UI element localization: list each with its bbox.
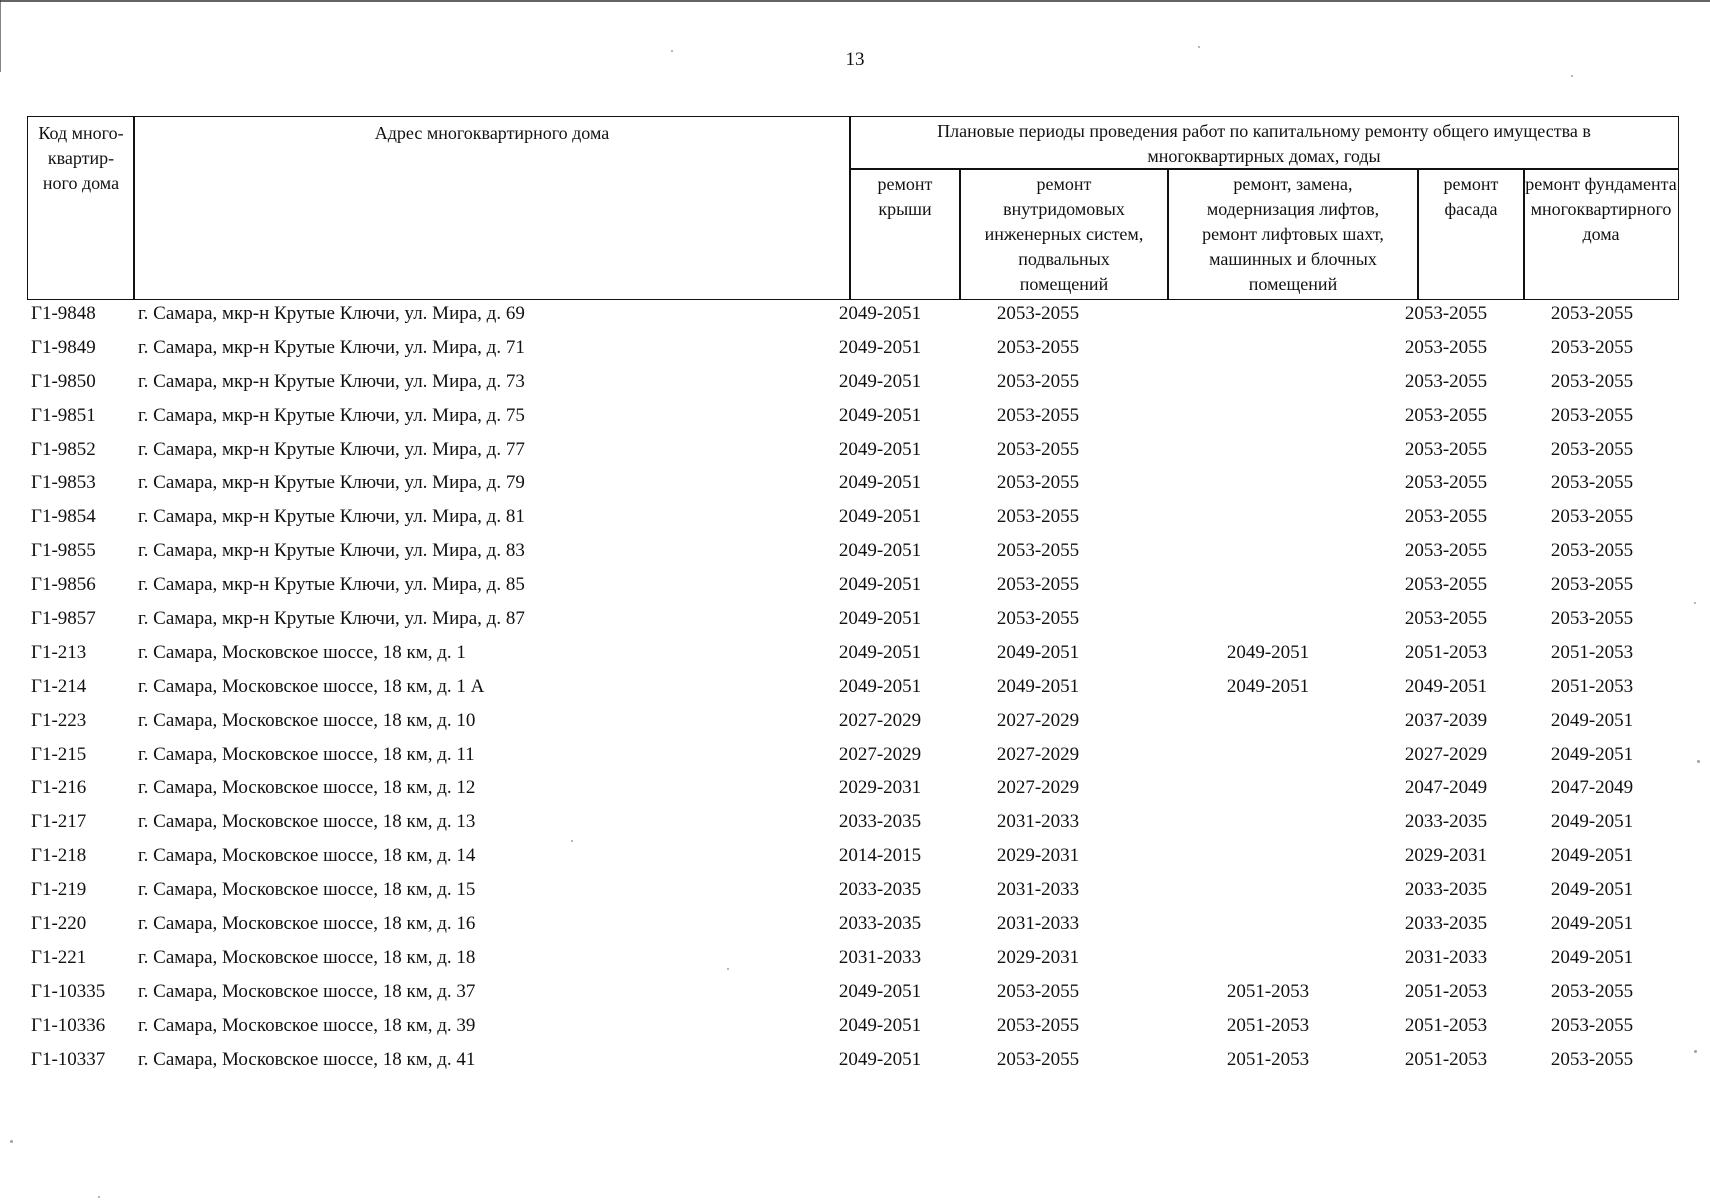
row-engineering-period: 2031-2033 bbox=[996, 879, 1080, 901]
table-row bbox=[0, 368, 1710, 402]
row-engineering-period: 2053-2055 bbox=[996, 608, 1080, 630]
row-address: г. Самара, мкр-н Крутые Ключи, ул. Мира, д. 79 bbox=[138, 472, 525, 494]
row-facade-period: 2053-2055 bbox=[1404, 506, 1488, 528]
row-roof-period: 2033-2035 bbox=[838, 811, 922, 833]
row-foundation-period: 2047-2049 bbox=[1550, 777, 1634, 799]
table-row bbox=[0, 707, 1710, 741]
row-code: Г1-217 bbox=[31, 811, 87, 833]
row-engineering-period: 2053-2055 bbox=[996, 540, 1080, 562]
row-roof-period: 2049-2051 bbox=[838, 336, 922, 358]
header-foundation-line: ремонт фундамента bbox=[1525, 174, 1677, 194]
row-foundation-period: 2053-2055 bbox=[1550, 336, 1634, 358]
header-lift-line: ремонт, замена, bbox=[1233, 174, 1353, 194]
row-roof-period: 2049-2051 bbox=[838, 980, 922, 1002]
row-roof-period: 2014-2015 bbox=[838, 845, 922, 867]
row-address: г. Самара, мкр-н Крутые Ключи, ул. Мира, д. 87 bbox=[138, 608, 525, 630]
row-foundation-period: 2053-2055 bbox=[1550, 1014, 1634, 1036]
row-foundation-period: 2049-2051 bbox=[1550, 709, 1634, 731]
row-engineering-period: 2031-2033 bbox=[996, 913, 1080, 935]
row-code: Г1-9856 bbox=[31, 574, 96, 596]
row-engineering-period: 2049-2051 bbox=[996, 641, 1080, 663]
row-address: г. Самара, Московское шоссе, 18 км, д. 1 bbox=[138, 641, 466, 663]
row-engineering-period: 2049-2051 bbox=[996, 675, 1080, 697]
row-engineering-period: 2053-2055 bbox=[996, 370, 1080, 392]
row-foundation-period: 2053-2055 bbox=[1550, 1048, 1634, 1070]
scan-edge-top bbox=[0, 0, 1710, 2]
row-facade-period: 2053-2055 bbox=[1404, 472, 1488, 494]
row-address: г. Самара, мкр-н Крутые Ключи, ул. Мира, д. 73 bbox=[138, 370, 525, 392]
row-address: г. Самара, Московское шоссе, 18 км, д. 16 bbox=[138, 913, 476, 935]
row-foundation-period: 2053-2055 bbox=[1550, 608, 1634, 630]
row-facade-period: 2037-2039 bbox=[1404, 709, 1488, 731]
row-facade-period: 2053-2055 bbox=[1404, 574, 1488, 596]
row-code: Г1-9849 bbox=[31, 336, 96, 358]
row-address: г. Самара, Московское шоссе, 18 км, д. 12 bbox=[138, 777, 476, 799]
header-code-line: Код много- bbox=[38, 123, 124, 143]
row-facade-period: 2047-2049 bbox=[1404, 777, 1488, 799]
header-engineering-line: внутридомовых bbox=[1003, 199, 1125, 219]
row-address: г. Самара, Московское шоссе, 18 км, д. 13 bbox=[138, 811, 476, 833]
row-code: Г1-213 bbox=[31, 641, 87, 663]
row-foundation-period: 2051-2053 bbox=[1550, 675, 1634, 697]
row-roof-period: 2049-2051 bbox=[838, 472, 922, 494]
row-code: Г1-9854 bbox=[31, 506, 96, 528]
header-engineering-line: ремонт bbox=[1036, 174, 1092, 194]
row-code: Г1-215 bbox=[31, 743, 87, 765]
row-foundation-period: 2053-2055 bbox=[1550, 506, 1634, 528]
row-roof-period: 2049-2051 bbox=[838, 540, 922, 562]
table-row bbox=[0, 605, 1710, 639]
row-lift-period: 2049-2051 bbox=[1226, 641, 1310, 663]
table-row bbox=[0, 639, 1710, 673]
row-facade-period: 2051-2053 bbox=[1404, 1048, 1488, 1070]
row-engineering-period: 2053-2055 bbox=[996, 472, 1080, 494]
table-row bbox=[0, 774, 1710, 808]
header-lift bbox=[1167, 168, 1419, 300]
row-facade-period: 2029-2031 bbox=[1404, 845, 1488, 867]
row-engineering-period: 2053-2055 bbox=[996, 438, 1080, 460]
row-code: Г1-9848 bbox=[31, 303, 96, 324]
row-address: г. Самара, мкр-н Крутые Ключи, ул. Мира, д. 81 bbox=[138, 506, 525, 528]
table-row bbox=[0, 571, 1710, 605]
table-row bbox=[0, 944, 1710, 978]
row-code: Г1-9853 bbox=[31, 472, 96, 494]
row-roof-period: 2027-2029 bbox=[838, 709, 922, 731]
table-body bbox=[0, 300, 1710, 1079]
header-facade-line: ремонт bbox=[1443, 174, 1499, 194]
row-facade-period: 2053-2055 bbox=[1404, 438, 1488, 460]
row-code: Г1-214 bbox=[31, 675, 87, 697]
row-address: г. Самара, Московское шоссе, 18 км, д. 39 bbox=[138, 1014, 476, 1036]
table-row bbox=[0, 842, 1710, 876]
table-row bbox=[0, 876, 1710, 910]
table-row bbox=[0, 402, 1710, 436]
row-roof-period: 2031-2033 bbox=[838, 946, 922, 968]
row-facade-period: 2051-2053 bbox=[1404, 1014, 1488, 1036]
table-row bbox=[0, 503, 1710, 537]
header-engineering-line: помещений bbox=[1019, 274, 1109, 294]
row-engineering-period: 2027-2029 bbox=[996, 777, 1080, 799]
row-facade-period: 2053-2055 bbox=[1404, 303, 1488, 324]
row-roof-period: 2049-2051 bbox=[838, 438, 922, 460]
header-engineering-line: инженерных систем, bbox=[984, 224, 1144, 244]
row-roof-period: 2029-2031 bbox=[838, 777, 922, 799]
row-facade-period: 2053-2055 bbox=[1404, 336, 1488, 358]
header-code bbox=[27, 116, 135, 300]
row-address: г. Самара, мкр-н Крутые Ключи, ул. Мира, д. 77 bbox=[138, 438, 525, 460]
page-number: 13 bbox=[845, 49, 865, 70]
header-code-line: квартир- bbox=[47, 148, 115, 168]
header-code-line: ного дома bbox=[42, 173, 120, 193]
row-facade-period: 2051-2053 bbox=[1404, 980, 1488, 1002]
row-code: Г1-223 bbox=[31, 709, 87, 731]
row-engineering-period: 2027-2029 bbox=[996, 743, 1080, 765]
row-engineering-period: 2053-2055 bbox=[996, 336, 1080, 358]
table-row bbox=[0, 808, 1710, 842]
row-facade-period: 2053-2055 bbox=[1404, 608, 1488, 630]
header-roof bbox=[849, 168, 961, 300]
table-row bbox=[0, 469, 1710, 503]
row-facade-period: 2051-2053 bbox=[1404, 641, 1488, 663]
row-engineering-period: 2053-2055 bbox=[996, 404, 1080, 426]
row-engineering-period: 2027-2029 bbox=[996, 709, 1080, 731]
row-foundation-period: 2053-2055 bbox=[1550, 370, 1634, 392]
row-code: Г1-10337 bbox=[31, 1048, 106, 1070]
row-code: Г1-9850 bbox=[31, 370, 96, 392]
row-code: Г1-9855 bbox=[31, 540, 96, 562]
row-foundation-period: 2049-2051 bbox=[1550, 913, 1634, 935]
header-periods-line: Плановые периоды проведения работ по капитальному ремонту общего имущества в bbox=[937, 121, 1591, 141]
row-facade-period: 2053-2055 bbox=[1404, 404, 1488, 426]
row-address: г. Самара, Московское шоссе, 18 км, д. 11 bbox=[138, 743, 475, 765]
row-engineering-period: 2053-2055 bbox=[996, 1014, 1080, 1036]
scan-speck bbox=[1198, 46, 1200, 48]
scan-speck bbox=[1571, 75, 1573, 77]
row-code: Г1-10336 bbox=[31, 1014, 106, 1036]
scan-speck bbox=[98, 1196, 100, 1198]
header-address bbox=[133, 116, 851, 300]
row-foundation-period: 2049-2051 bbox=[1550, 811, 1634, 833]
row-code: Г1-220 bbox=[31, 913, 87, 935]
header-periods-line: многоквартирных домах, годы bbox=[1147, 146, 1381, 166]
row-roof-period: 2033-2035 bbox=[838, 879, 922, 901]
row-code: Г1-221 bbox=[31, 946, 87, 968]
row-foundation-period: 2051-2053 bbox=[1550, 641, 1634, 663]
header-lift-line: помещений bbox=[1248, 274, 1338, 294]
row-facade-period: 2033-2035 bbox=[1404, 811, 1488, 833]
table-row bbox=[0, 673, 1710, 707]
row-address: г. Самара, мкр-н Крутые Ключи, ул. Мира, д. 83 bbox=[138, 540, 525, 562]
row-facade-period: 2031-2033 bbox=[1404, 946, 1488, 968]
row-facade-period: 2053-2055 bbox=[1404, 370, 1488, 392]
row-roof-period: 2049-2051 bbox=[838, 608, 922, 630]
row-roof-period: 2049-2051 bbox=[838, 574, 922, 596]
row-code: Г1-218 bbox=[31, 845, 87, 867]
row-roof-period: 2049-2051 bbox=[838, 641, 922, 663]
row-facade-period: 2033-2035 bbox=[1404, 913, 1488, 935]
row-facade-period: 2027-2029 bbox=[1404, 743, 1488, 765]
table-header bbox=[27, 116, 1679, 300]
row-foundation-period: 2049-2051 bbox=[1550, 946, 1634, 968]
row-address: г. Самара, Московское шоссе, 18 км, д. 14 bbox=[138, 845, 476, 867]
table-row bbox=[0, 300, 1710, 334]
row-address: г. Самара, Московское шоссе, 18 км, д. 1 А bbox=[138, 675, 485, 697]
row-roof-period: 2049-2051 bbox=[838, 404, 922, 426]
header-foundation-line: многоквартирного bbox=[1530, 199, 1672, 219]
row-address: г. Самара, мкр-н Крутые Ключи, ул. Мира, д. 69 bbox=[138, 303, 525, 324]
row-roof-period: 2049-2051 bbox=[838, 506, 922, 528]
header-lift-line: модернизация лифтов, bbox=[1206, 199, 1380, 219]
row-roof-period: 2049-2051 bbox=[838, 370, 922, 392]
header-lift-line: ремонт лифтовых шахт, bbox=[1202, 224, 1384, 244]
row-address: г. Самара, мкр-н Крутые Ключи, ул. Мира, д. 71 bbox=[138, 336, 525, 358]
row-address: г. Самара, Московское шоссе, 18 км, д. 15 bbox=[138, 879, 476, 901]
row-foundation-period: 2053-2055 bbox=[1550, 980, 1634, 1002]
row-foundation-period: 2053-2055 bbox=[1550, 303, 1634, 324]
row-foundation-period: 2049-2051 bbox=[1550, 845, 1634, 867]
row-foundation-period: 2053-2055 bbox=[1550, 574, 1634, 596]
row-engineering-period: 2029-2031 bbox=[996, 946, 1080, 968]
row-code: Г1-9857 bbox=[31, 608, 96, 630]
row-engineering-period: 2053-2055 bbox=[996, 506, 1080, 528]
row-lift-period: 2051-2053 bbox=[1226, 980, 1310, 1002]
row-foundation-period: 2053-2055 bbox=[1550, 404, 1634, 426]
table-row bbox=[0, 741, 1710, 775]
row-facade-period: 2033-2035 bbox=[1404, 879, 1488, 901]
row-roof-period: 2049-2051 bbox=[838, 1014, 922, 1036]
row-code: Г1-9852 bbox=[31, 438, 96, 460]
table-row bbox=[0, 910, 1710, 944]
header-engineering bbox=[959, 168, 1169, 300]
header-foundation bbox=[1523, 168, 1679, 300]
row-engineering-period: 2053-2055 bbox=[996, 574, 1080, 596]
row-roof-period: 2049-2051 bbox=[838, 675, 922, 697]
row-roof-period: 2049-2051 bbox=[838, 1048, 922, 1070]
table-row bbox=[0, 978, 1710, 1012]
header-foundation-line: дома bbox=[1582, 224, 1620, 244]
row-code: Г1-10335 bbox=[31, 980, 106, 1002]
row-address: г. Самара, мкр-н Крутые Ключи, ул. Мира, д. 75 bbox=[138, 404, 525, 426]
row-address: г. Самара, Московское шоссе, 18 км, д. 18 bbox=[138, 946, 476, 968]
scan-speck bbox=[10, 1140, 13, 1143]
row-code: Г1-9851 bbox=[31, 404, 96, 426]
row-engineering-period: 2031-2033 bbox=[996, 811, 1080, 833]
row-code: Г1-219 bbox=[31, 879, 87, 901]
header-periods bbox=[849, 116, 1679, 170]
row-address: г. Самара, мкр-н Крутые Ключи, ул. Мира, д. 85 bbox=[138, 574, 525, 596]
row-address: г. Самара, Московское шоссе, 18 км, д. 41 bbox=[138, 1048, 476, 1070]
row-engineering-period: 2053-2055 bbox=[996, 980, 1080, 1002]
row-address: г. Самара, Московское шоссе, 18 км, д. 10 bbox=[138, 709, 476, 731]
row-engineering-period: 2053-2055 bbox=[996, 303, 1080, 324]
row-roof-period: 2049-2051 bbox=[838, 303, 922, 324]
row-address: г. Самара, Московское шоссе, 18 км, д. 37 bbox=[138, 980, 476, 1002]
table-row bbox=[0, 537, 1710, 571]
header-engineering-line: подвальных bbox=[1018, 249, 1110, 269]
row-roof-period: 2027-2029 bbox=[838, 743, 922, 765]
row-engineering-period: 2053-2055 bbox=[996, 1048, 1080, 1070]
row-foundation-period: 2049-2051 bbox=[1550, 879, 1634, 901]
table-row bbox=[0, 334, 1710, 368]
row-lift-period: 2049-2051 bbox=[1226, 675, 1310, 697]
row-roof-period: 2033-2035 bbox=[838, 913, 922, 935]
row-foundation-period: 2053-2055 bbox=[1550, 438, 1634, 460]
row-lift-period: 2051-2053 bbox=[1226, 1048, 1310, 1070]
row-lift-period: 2051-2053 bbox=[1226, 1014, 1310, 1036]
header-roof-line: крыши bbox=[878, 199, 932, 219]
header-address-label: Адрес многоквартирного дома bbox=[374, 123, 610, 143]
header-facade-line: фасада bbox=[1444, 199, 1498, 219]
header-facade bbox=[1417, 168, 1525, 300]
header-roof-line: ремонт bbox=[877, 174, 933, 194]
table-row bbox=[0, 1046, 1710, 1080]
table-row bbox=[0, 1012, 1710, 1046]
row-facade-period: 2053-2055 bbox=[1404, 540, 1488, 562]
table-row bbox=[0, 436, 1710, 470]
row-engineering-period: 2029-2031 bbox=[996, 845, 1080, 867]
row-foundation-period: 2049-2051 bbox=[1550, 743, 1634, 765]
row-foundation-period: 2053-2055 bbox=[1550, 472, 1634, 494]
row-code: Г1-216 bbox=[31, 777, 87, 799]
row-foundation-period: 2053-2055 bbox=[1550, 540, 1634, 562]
header-lift-line: машинных и блочных bbox=[1209, 249, 1377, 269]
row-facade-period: 2049-2051 bbox=[1404, 675, 1488, 697]
